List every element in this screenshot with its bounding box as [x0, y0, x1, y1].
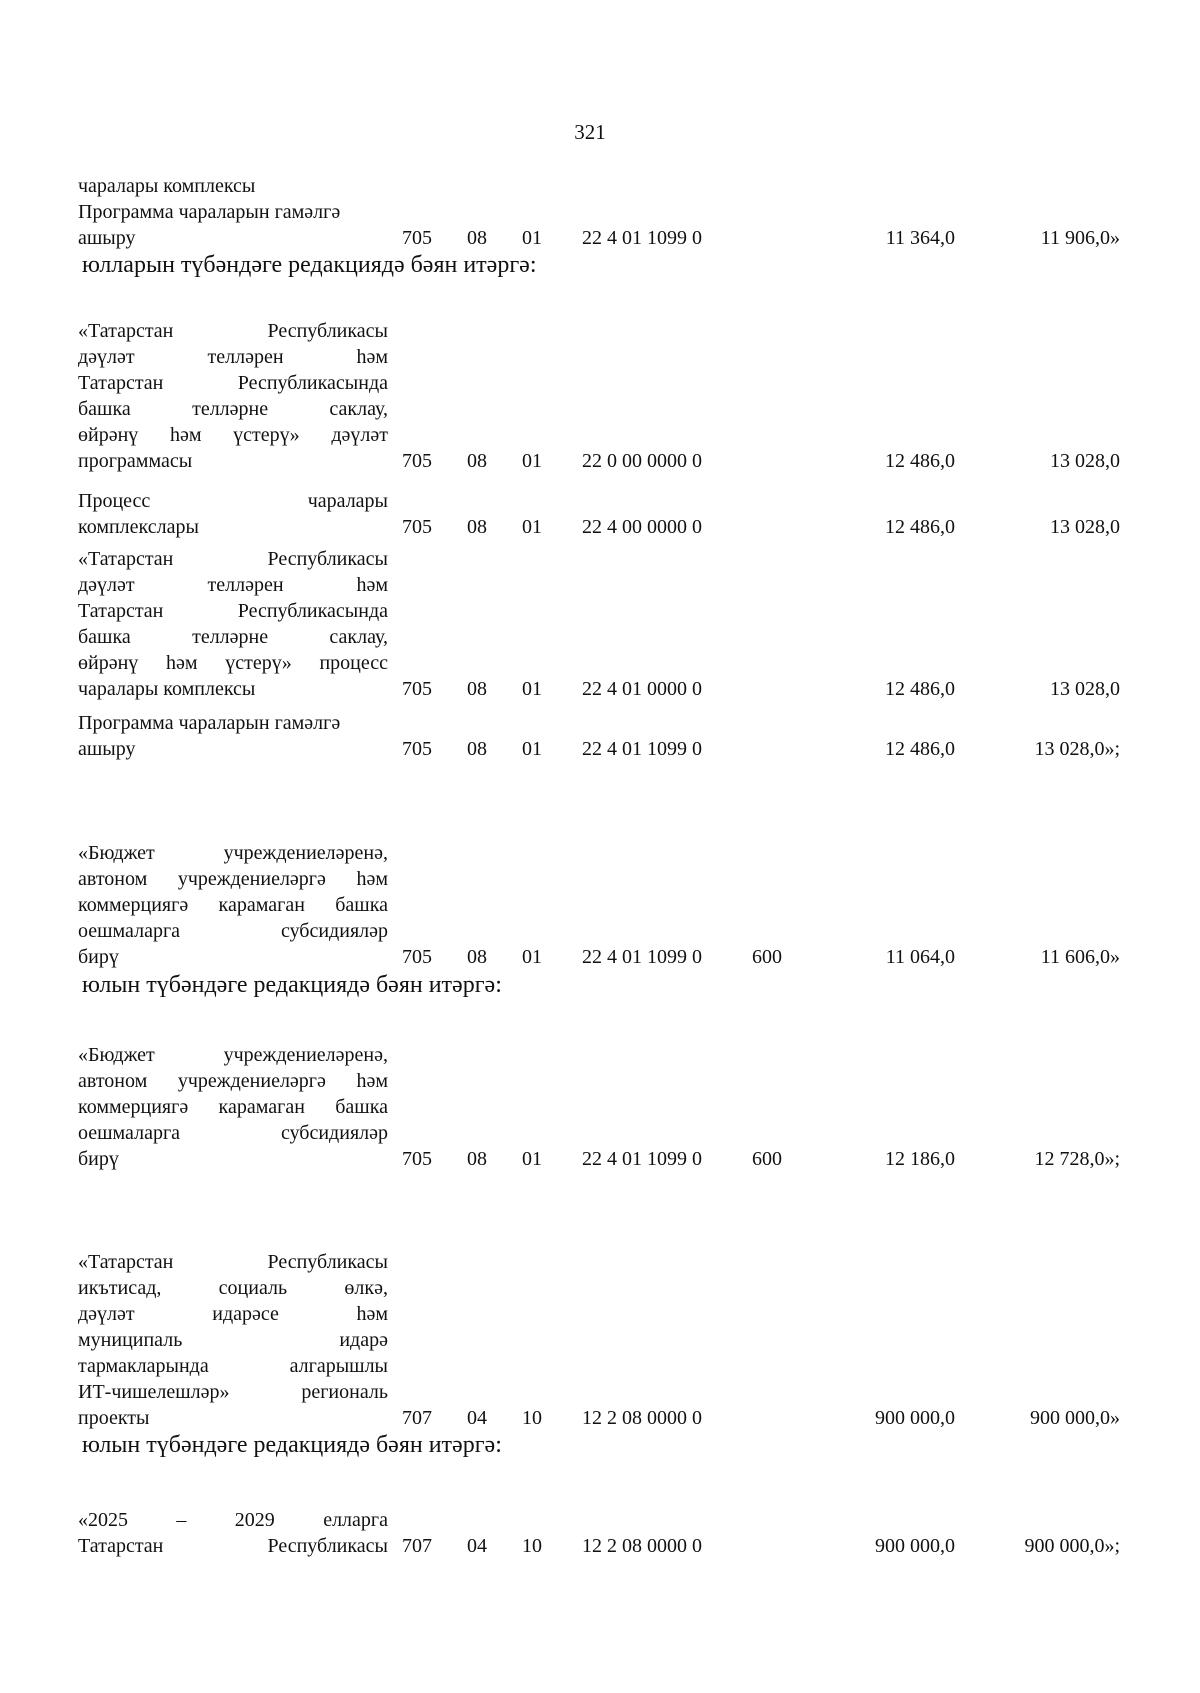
target-article-code: 22 4 00 0000 0 — [582, 516, 702, 538]
row-text-line: ашыру — [78, 738, 136, 760]
amount-year-1: 12 486,0 — [885, 738, 955, 760]
row-text-line: дәүләт телләрен һәм — [78, 346, 388, 368]
row-text-line: тармакларында алгарышлы — [78, 1355, 388, 1377]
instruction-text: юлын түбәндәге редакциядә бәян итәргә: — [82, 1432, 502, 1458]
amount-year-2: 13 028,0 — [1050, 450, 1120, 472]
row-text-line: чаралары комплексы — [78, 678, 256, 700]
amount-year-2: 13 028,0 — [1050, 678, 1120, 700]
row-text-line: бирү — [78, 946, 119, 968]
podrazdel-code: 01 — [522, 946, 542, 968]
row-text-line: ИТ-чишелешләр» региональ — [78, 1381, 388, 1403]
target-article-code: 12 2 08 0000 0 — [582, 1407, 702, 1429]
row-text-line: Татарстан Республикасында — [78, 600, 388, 622]
razdel-code: 08 — [467, 516, 487, 538]
amount-year-1: 11 064,0 — [885, 946, 955, 968]
row-text-line: проекты — [78, 1407, 150, 1429]
row-text-line: «Татарстан Республикасы — [78, 320, 388, 342]
row-text-line: ашыру — [78, 227, 136, 249]
amount-year-1: 12 186,0 — [885, 1148, 955, 1170]
row-text-line: коммерциягә карамаган башка — [78, 1096, 388, 1118]
podrazdel-code: 10 — [522, 1535, 542, 1557]
amount-year-1: 900 000,0 — [875, 1535, 955, 1557]
instruction-text: юлларын түбәндәге редакциядә бәян итәргә: — [82, 252, 537, 278]
row-text-line: башка телләрне саклау, — [78, 626, 388, 648]
glava-code: 707 — [402, 1535, 432, 1557]
podrazdel-code: 01 — [522, 450, 542, 472]
podrazdel-code: 01 — [522, 1148, 542, 1170]
amount-year-2: 13 028,0 — [1050, 516, 1120, 538]
target-article-code: 22 4 01 1099 0 — [582, 1148, 702, 1170]
amount-year-1: 900 000,0 — [875, 1407, 955, 1429]
target-article-code: 22 4 01 1099 0 — [582, 227, 702, 249]
row-text-line: «Бюджет учреждениеләренә, — [78, 1044, 388, 1066]
expense-type-code: 600 — [752, 946, 782, 968]
row-text-line: коммерциягә карамаган башка — [78, 894, 388, 916]
amount-year-2: 11 906,0» — [1040, 227, 1120, 249]
podrazdel-code: 01 — [522, 516, 542, 538]
amount-year-1: 12 486,0 — [885, 678, 955, 700]
row-text-line: икътисад, социаль өлкә, — [78, 1277, 388, 1299]
target-article-code: 22 4 01 0000 0 — [582, 678, 702, 700]
podrazdel-code: 01 — [522, 678, 542, 700]
glava-code: 705 — [402, 516, 432, 538]
expense-type-code: 600 — [752, 1148, 782, 1170]
row-text-line: «Татарстан Республикасы — [78, 1251, 388, 1273]
row-text-line: өйрәнү һәм үстерү» дәүләт — [78, 424, 388, 446]
glava-code: 705 — [402, 450, 432, 472]
row-text-line: Программа чараларын гамәлгә — [78, 201, 341, 223]
amount-year-2: 12 728,0»; — [1034, 1148, 1120, 1170]
podrazdel-code: 01 — [522, 227, 542, 249]
target-article-code: 22 4 01 1099 0 — [582, 946, 702, 968]
amount-year-2: 900 000,0»; — [1024, 1535, 1120, 1557]
razdel-code: 04 — [467, 1407, 487, 1429]
razdel-code: 08 — [467, 1148, 487, 1170]
razdel-code: 04 — [467, 1535, 487, 1557]
row-text-line: Татарстан Республикасында — [78, 372, 388, 394]
row-text-line: «Татарстан Республикасы — [78, 548, 388, 570]
row-text-line: оешмаларга субсидияләр — [78, 920, 388, 942]
podrazdel-code: 01 — [522, 738, 542, 760]
glava-code: 705 — [402, 678, 432, 700]
amount-year-2: 900 000,0» — [1030, 1407, 1120, 1429]
target-article-code: 22 0 00 0000 0 — [582, 450, 702, 472]
amount-year-2: 11 606,0» — [1040, 946, 1120, 968]
row-text-line: программасы — [78, 450, 193, 472]
glava-code: 705 — [402, 227, 432, 249]
row-text-line: өйрәнү һәм үстерү» процесс — [78, 652, 388, 674]
row-text-line: автоном учреждениеләргә һәм — [78, 868, 388, 890]
amount-year-1: 11 364,0 — [885, 227, 955, 249]
razdel-code: 08 — [467, 946, 487, 968]
row-text-line: «2025 – 2029 елларга — [78, 1509, 388, 1531]
target-article-code: 12 2 08 0000 0 — [582, 1535, 702, 1557]
amount-year-1: 12 486,0 — [885, 450, 955, 472]
row-text-line: Программа чараларын гамәлгә — [78, 712, 341, 734]
amount-year-2: 13 028,0»; — [1034, 738, 1120, 760]
instruction-text: юлын түбәндәге редакциядә бәян итәргә: — [82, 972, 502, 998]
target-article-code: 22 4 01 1099 0 — [582, 738, 702, 760]
row-text-line: бирү — [78, 1148, 119, 1170]
row-text-line: муниципаль идарә — [78, 1329, 388, 1351]
podrazdel-code: 10 — [522, 1407, 542, 1429]
glava-code: 705 — [402, 946, 432, 968]
row-text-line: дәүләт телләрен һәм — [78, 574, 388, 596]
row-text-line: Татарстан Республикасы — [78, 1535, 388, 1557]
razdel-code: 08 — [467, 450, 487, 472]
row-text-line: автоном учреждениеләргә һәм — [78, 1070, 388, 1092]
page-number: 321 — [574, 120, 606, 144]
razdel-code: 08 — [467, 678, 487, 700]
glava-code: 707 — [402, 1407, 432, 1429]
glava-code: 705 — [402, 738, 432, 760]
row-text-line: чаралары комплексы — [78, 175, 256, 197]
amount-year-1: 12 486,0 — [885, 516, 955, 538]
row-text-line: комплекслары — [78, 516, 199, 538]
row-text-line: Процесс чаралары — [78, 490, 388, 512]
row-text-line: башка телләрне саклау, — [78, 398, 388, 420]
row-text-line: оешмаларга субсидияләр — [78, 1122, 388, 1144]
razdel-code: 08 — [467, 227, 487, 249]
row-text-line: «Бюджет учреждениеләренә, — [78, 842, 388, 864]
glava-code: 705 — [402, 1148, 432, 1170]
razdel-code: 08 — [467, 738, 487, 760]
row-text-line: дәүләт идарәсе һәм — [78, 1303, 388, 1325]
